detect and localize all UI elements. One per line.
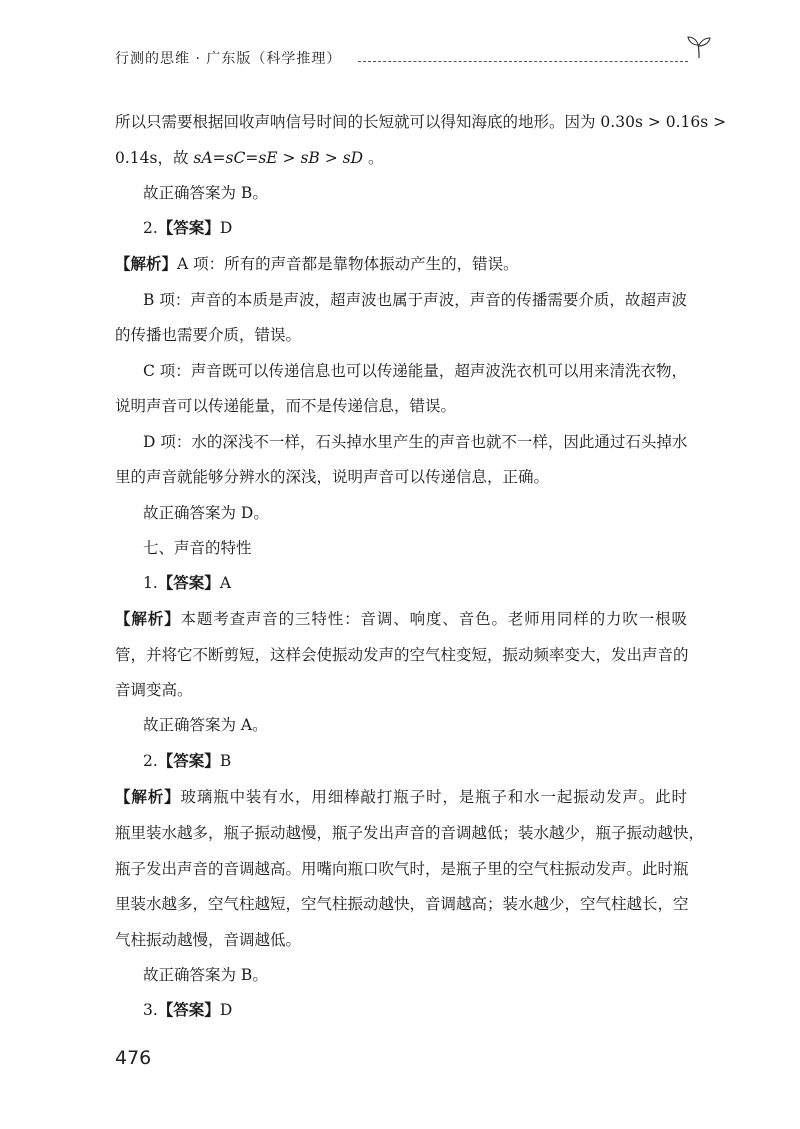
text-line: 瓶子发出声音的音调越高。用嘴向瓶口吹气时，是瓶子里的空气柱振动发声。此时瓶 (115, 860, 689, 878)
answer-summary: 故正确答案为 B。 (143, 966, 268, 984)
sprout-icon (686, 34, 712, 60)
analysis-line (115, 787, 687, 807)
analysis-line (115, 254, 519, 274)
answer-line (143, 751, 231, 771)
answer-tag: 【答案】 (157, 573, 220, 592)
analysis-tag: 【解析】 (115, 254, 178, 273)
answer-value: D (219, 219, 233, 237)
answer-summary: 故正确答案为 D。 (143, 504, 269, 522)
answer-line (143, 218, 232, 238)
question-number: 2. (143, 752, 158, 770)
answer-line (143, 573, 231, 593)
header-rule (358, 61, 688, 62)
analysis-tag: 【解析】 (115, 787, 181, 806)
answer-summary: 故正确答案为 B。 (143, 184, 268, 202)
text-line: 所以只需要根据回收声呐信号时间的长短就可以得知海底的地形。因为 0.30s > 0.16s > (115, 113, 727, 131)
answer-line (143, 1000, 232, 1020)
answer-value: B (219, 752, 232, 770)
text-line: C 项：声音既可以传递信息也可以传递能量，超声波洗衣机可以用来清洗衣物， (143, 362, 687, 380)
answer-tag: 【答案】 (157, 218, 220, 237)
text-line: D 项：水的深浅不一样，石头掉水里产生的声音也就不一样，因此通过石头掉水 (143, 433, 688, 451)
text-line: 管，并将它不断剪短，这样会使振动发声的空气柱变短，振动频率变大，发出声音的 (115, 646, 689, 664)
answer-value: D (219, 1001, 233, 1019)
text-line-formula (115, 148, 383, 168)
question-number: 2. (143, 219, 158, 237)
question-number: 1. (143, 574, 158, 592)
analysis-line (115, 609, 687, 629)
text-line: 里装水越多，空气柱越短，空气柱振动越快，音调越高；装水越少，空气柱越长，空 (115, 895, 689, 913)
question-number: 3. (143, 1001, 158, 1019)
section-heading: 七、声音的特性 (143, 539, 252, 557)
text-line: 的传播也需要介质，错误。 (115, 326, 302, 344)
text-line: 音调变高。 (115, 681, 193, 699)
running-header: 行测的思维 · 广东版（科学推理） (115, 51, 342, 67)
text-line: B 项：声音的本质是声波，超声波也属于声波，声音的传播需要介质，故超声波 (143, 291, 687, 309)
analysis-tag: 【解析】 (115, 609, 181, 628)
text-line: 瓶里装水越多，瓶子振动越慢，瓶子发出声音的音调越低；装水越少，瓶子振动越快， (115, 824, 705, 842)
text-line: 气柱振动越慢，音调越低。 (115, 931, 302, 949)
analysis-text: 本题考查声音的三特性：音调、响度、音色。老师用同样的力吹一根吸 (180, 610, 687, 628)
answer-tag: 【答案】 (157, 751, 220, 770)
page-number: 476 (115, 1047, 152, 1069)
answer-value: A (219, 574, 232, 592)
answer-summary: 故正确答案为 A。 (143, 716, 268, 734)
text-fragment: 0.14s，故 (115, 149, 194, 167)
text-line: 说明声音可以传递能量，而不是传递信息，错误。 (115, 397, 457, 415)
analysis-text: A 项：所有的声音都是靠物体振动产生的，错误。 (177, 255, 519, 273)
text-line: 里的声音就能够分辨水的深浅，说明声音可以传递信息，正确。 (115, 468, 550, 486)
inequality-formula: sA=sC=sE > sB > sD (193, 149, 364, 167)
analysis-text: 玻璃瓶中装有水，用细棒敲打瓶子时，是瓶子和水一起振动发声。此时 (180, 788, 687, 806)
answer-tag: 【答案】 (157, 1000, 220, 1019)
text-fragment: 。 (367, 149, 384, 167)
